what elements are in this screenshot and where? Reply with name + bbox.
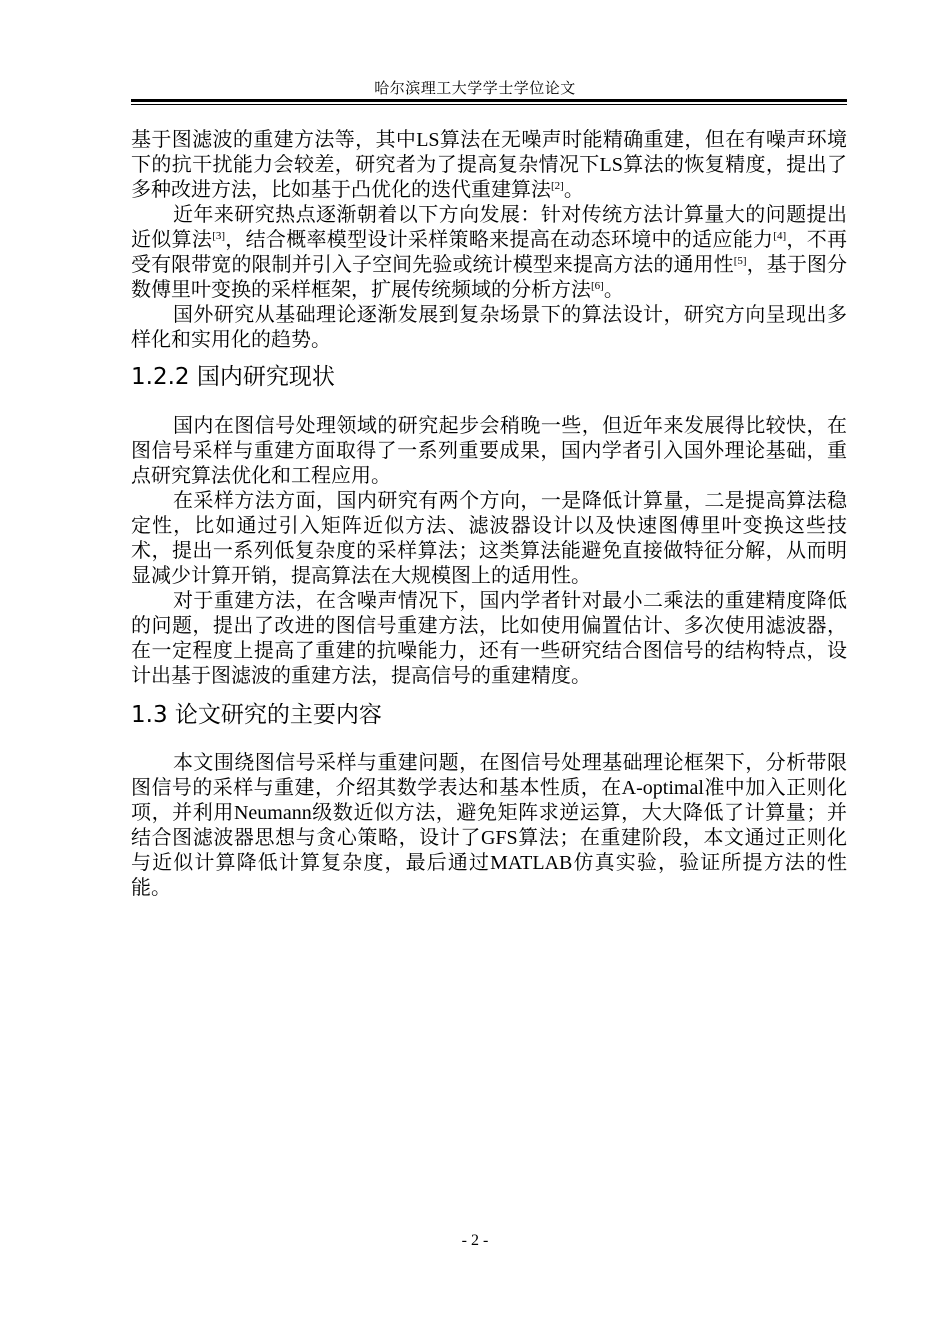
paragraph-text: 。: [603, 279, 624, 301]
header-rule-thin: [131, 104, 847, 105]
paragraph-text: 近年来研究热点逐渐朝着以下方向发展：针对传统方法计算量大的问题提出近似算法: [131, 204, 847, 251]
paragraph-text: 基于图滤波的重建方法等，其中LS算法在无噪声时能精确重建，但在有噪声环境下的抗干扰能力会较差，研究者为了提高复杂情况下LS算法的恢复精度，提出了多种改进方法，比如基于凸优化的迭代重建算法: [131, 129, 847, 201]
section-heading-1-2-2: 1.2.2 国内研究现状: [131, 364, 335, 390]
paragraph-text: ，结合概率模型设计采样策略来提高在动态环境中的适应能力: [225, 229, 774, 251]
citation: [2]: [551, 180, 564, 192]
paragraph-main-content-1: 本文围绕图信号采样与重建问题，在图信号处理基础理论框架下，分析带限图信号的采样与重建，介绍其数学表达和基本性质，在A-optimal准中加入正则化项，并利用Neumann级数近似方法，避免矩阵求逆运算，大大降低了计算量；并结合图滤波器思想与贪心策略，设计了GFS算法；在重建阶段，本文通过正则化与近似计算降低计算复杂度，最后通过MATLAB仿真实验，验证所提方法的性能。: [131, 752, 847, 899]
page-number: - 2 -: [461, 1232, 489, 1249]
header-rule-thick: [131, 99, 847, 102]
page-header-title: 哈尔滨理工大学学士学位论文: [374, 81, 576, 97]
paragraph-intro-1: [131, 128, 847, 203]
citation: [3]: [212, 230, 226, 242]
paragraph-domestic-3: 对于重建方法，在含噪声情况下，国内学者针对最小二乘法的重建精度降低的问题，提出了改进的图信号重建方法，比如使用偏置估计、多次使用滤波器，在一定程度上提高了重建的抗噪能力，还有一些研究结合图信号的结构特点，设计出基于图滤波的重建方法，提高信号的重建精度。: [131, 590, 847, 687]
paragraph-text: 。: [563, 179, 584, 201]
citation: [4]: [773, 230, 787, 242]
paragraph-domestic-2: 在采样方法方面，国内研究有两个方向，一是降低计算量，二是提高算法稳定性，比如通过引入矩阵近似方法、滤波器设计以及快速图傅里叶变换这些技术，提出一系列低复杂度的采样算法；这类算法能避免直接做特征分解，从而明显减少计算开销，提高算法在大规模图上的适用性。: [131, 490, 847, 587]
citation: [6]: [591, 280, 604, 292]
paragraph-text: ，不再受有限带宽的限制并引入子空间先验或统计模型来提高方法的通用性: [131, 229, 848, 276]
section-heading-1-3: 1.3 论文研究的主要内容: [131, 702, 382, 728]
paragraph-intro-2: [131, 203, 847, 303]
citation: [5]: [733, 255, 747, 267]
paragraph-text: ，基于图分数傅里叶变换的采样框架，扩展传统频域的分析方法: [131, 254, 848, 301]
paragraph-intro-3: 国外研究从基础理论逐渐发展到复杂场景下的算法设计，研究方向呈现出多样化和实用化的趋势。: [131, 304, 847, 351]
page-body: [131, 128, 847, 901]
paragraph-domestic-1: 国内在图信号处理领域的研究起步会稍晚一些，但近年来发展得比较快，在图信号采样与重建方面取得了一系列重要成果，国内学者引入国外理论基础，重点研究算法优化和工程应用。: [131, 415, 847, 487]
